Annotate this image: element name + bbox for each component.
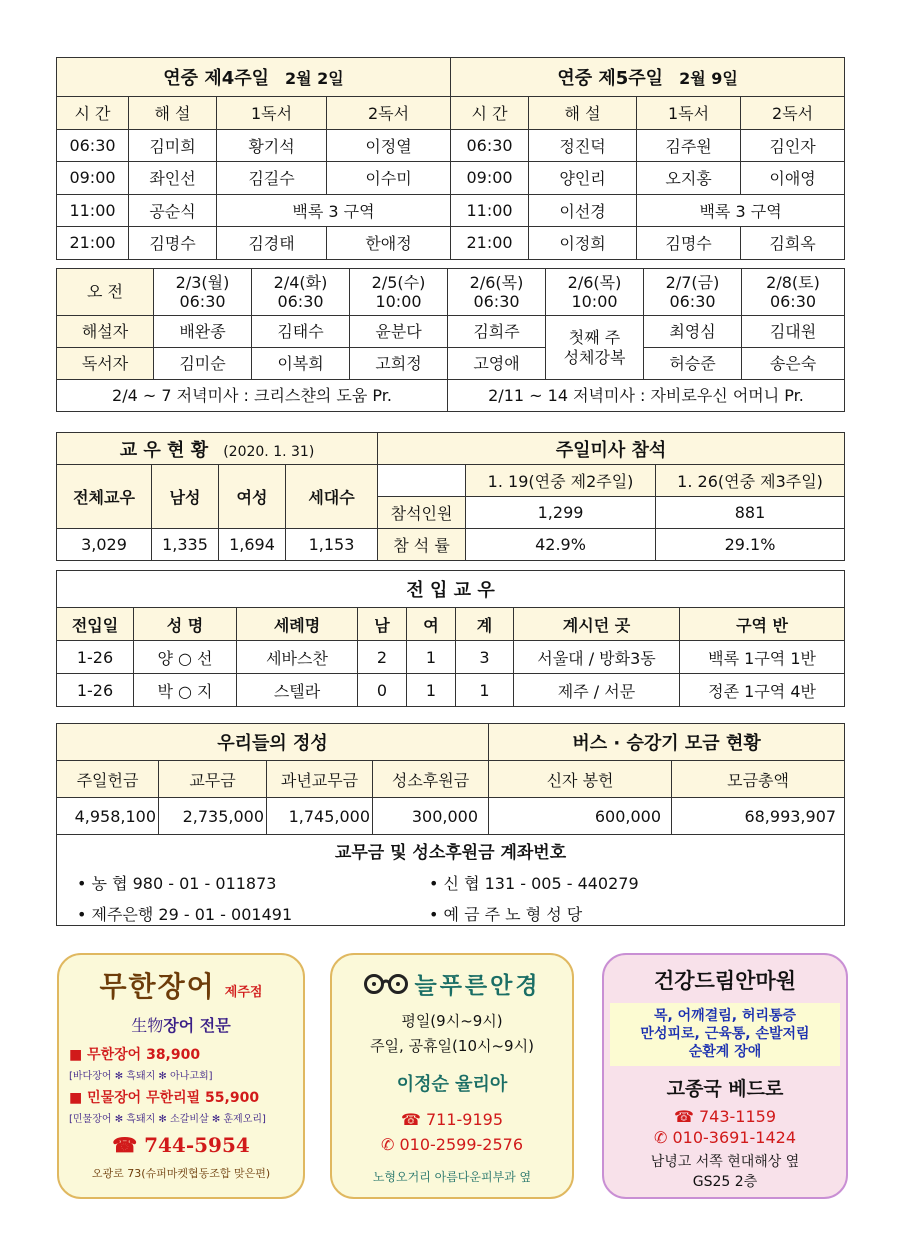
phone-number: ☎ 711-9195	[400, 1110, 504, 1129]
col-female: 여성	[219, 465, 286, 529]
cell: 2	[358, 641, 407, 674]
table-row	[57, 162, 845, 195]
cell: 3,029	[57, 529, 152, 561]
services: 목, 어깨결림, 허리통증 만성피로, 근육통, 손발저림 순환계 장애	[610, 1003, 840, 1066]
cell: 양 ○ 선	[134, 641, 237, 674]
menu-item: ■ 무한장어 38,900	[69, 1047, 201, 1063]
col-total: 계	[456, 608, 514, 641]
cell: 김대원	[742, 316, 845, 348]
cell: 송은숙	[742, 348, 845, 380]
cell: 백록 3 구역	[217, 194, 451, 227]
cell: 21:00	[57, 227, 129, 260]
cell: 김태수	[252, 316, 350, 348]
cell: 김경태	[217, 227, 327, 260]
cell: 09:00	[451, 162, 529, 195]
cell: 정존 1구역 4반	[680, 674, 845, 707]
table-row	[57, 348, 845, 380]
cell: 1	[456, 674, 514, 707]
newcomers-title: 전 입 교 우	[57, 571, 845, 608]
menu-item-detail: [바다장어 ✻ 흑돼지 ✻ 아나고회]	[69, 1071, 213, 1082]
table-row	[57, 194, 845, 227]
specialty: 生物장어 전문	[131, 1016, 231, 1035]
cell: 김명수	[129, 227, 217, 260]
col-reading2: 2독서	[741, 97, 845, 130]
offerings-title: 우리들의 정성	[57, 724, 489, 761]
col-reading1: 1독서	[217, 97, 327, 130]
cell: 김희옥	[741, 227, 845, 260]
cell: 이선경	[529, 194, 637, 227]
clinic-name: 건강드림안마원	[653, 969, 796, 993]
cell: 오지홍	[637, 162, 741, 195]
cell: 최영심	[644, 316, 742, 348]
cell: 1-26	[57, 674, 134, 707]
cell: 06:30	[57, 129, 129, 162]
account-line: • 농 협 980 - 01 - 011873	[77, 874, 277, 893]
col-jan26: 1. 26(연중 제3주일)	[656, 465, 845, 497]
cell: 배완종	[154, 316, 252, 348]
cell: 1	[407, 674, 456, 707]
cell: 1-26	[57, 641, 134, 674]
attendance-title: 주일미사 참석	[378, 433, 845, 465]
col-male: 남성	[152, 465, 219, 529]
week4-title: 연중 제4주일 2월 2일	[57, 58, 451, 97]
cell: 백록 3 구역	[637, 194, 845, 227]
col-sunday-offering: 주일헌금	[57, 761, 159, 798]
row-attendance-rate: 참 석 률	[378, 529, 466, 561]
col-reading2: 2독서	[327, 97, 451, 130]
table-row	[57, 129, 845, 162]
phone-number: ☎ 744-5954	[112, 1133, 250, 1157]
bank-accounts	[57, 835, 845, 926]
address: 오광로 73(슈퍼마켓협동조합 맞은편)	[91, 1167, 271, 1180]
col-donations: 신자 봉헌	[489, 761, 672, 798]
branch-label: 제주점	[224, 985, 263, 1000]
cell: 600,000	[489, 798, 672, 835]
ad-eel-restaurant	[57, 953, 305, 1199]
cell: 한애정	[327, 227, 451, 260]
cell: 06:30	[451, 129, 529, 162]
morning-label: 오 전	[57, 269, 154, 316]
cell: 1,153	[286, 529, 378, 561]
cell: 고영애	[448, 348, 546, 380]
col-male: 남	[358, 608, 407, 641]
cell: 1,745,000	[267, 798, 373, 835]
col-female: 여	[407, 608, 456, 641]
cell: 세바스찬	[237, 641, 358, 674]
benediction-cell: 첫째 주 성체강복	[546, 316, 644, 380]
col-vocation-support: 성소후원금	[373, 761, 489, 798]
cell: 김인자	[741, 129, 845, 162]
cell: 공순식	[129, 194, 217, 227]
cell: 김길수	[217, 162, 327, 195]
address: 노형오거리 아름다운피부과 옆	[372, 1170, 532, 1184]
table-row	[57, 227, 845, 260]
offerings-table	[56, 723, 845, 926]
address-floor: GS25 2층	[692, 1173, 758, 1190]
col-baptismal-name: 세례명	[237, 608, 358, 641]
bus-fund-title: 버스 · 승강기 모금 현황	[489, 724, 845, 761]
col-date: 전입일	[57, 608, 134, 641]
col-jan19: 1. 19(연중 제2주일)	[466, 465, 656, 497]
cell: 정진덕	[529, 129, 637, 162]
cell: 1,299	[466, 497, 656, 529]
table-row	[57, 316, 845, 348]
cell: 11:00	[451, 194, 529, 227]
mobile-number: ✆ 010-2599-2576	[380, 1135, 523, 1154]
day-header: 2/5(수) 10:00	[350, 269, 448, 316]
col-total: 전체교우	[57, 465, 152, 529]
phone-number: ☎ 743-1159	[673, 1106, 777, 1126]
account-line: • 예 금 주 노 형 성 당	[429, 905, 583, 924]
cell: 김명수	[637, 227, 741, 260]
table-row	[57, 641, 845, 674]
cell: 21:00	[451, 227, 529, 260]
col-time: 시 간	[57, 97, 129, 130]
menu-item: ■ 민물장어 무한리필 55,900	[69, 1090, 260, 1106]
cell: 42.9%	[466, 529, 656, 561]
row-attendees: 참석인원	[378, 497, 466, 529]
members-title: 교 우 현 황 (2020. 1. 31)	[57, 433, 378, 465]
row-label: 해설자	[57, 316, 154, 348]
day-header: 2/6(목) 10:00	[546, 269, 644, 316]
cell: 881	[656, 497, 845, 529]
cell: 좌인선	[129, 162, 217, 195]
owner-name: 고종국 베드로	[666, 1077, 784, 1100]
week5-title: 연중 제5주일 2월 9일	[451, 58, 845, 97]
accounts-title: 교무금 및 성소후원금 계좌번호	[334, 843, 567, 863]
cell: 김희주	[448, 316, 546, 348]
col-reading1: 1독서	[637, 97, 741, 130]
members-attendance	[56, 432, 845, 561]
cell: 허승준	[644, 348, 742, 380]
cell: 백록 1구역 1반	[680, 641, 845, 674]
cell: 0	[358, 674, 407, 707]
table-row	[57, 674, 845, 707]
owner-name: 이정순 율리아	[396, 1074, 508, 1095]
col-name: 성 명	[134, 608, 237, 641]
cell: 고희정	[350, 348, 448, 380]
cell: 09:00	[57, 162, 129, 195]
col-commentary: 해 설	[529, 97, 637, 130]
ad-optician	[330, 953, 574, 1199]
cell: 1,335	[152, 529, 219, 561]
cell: 68,993,907	[672, 798, 845, 835]
day-header: 2/8(토) 06:30	[742, 269, 845, 316]
hours-weekday: 평일(9시~9시)	[401, 1012, 503, 1030]
glasses-icon	[363, 973, 409, 995]
col-church-dues: 교무금	[159, 761, 267, 798]
address: 남녕고 서쪽 현대해상 옆	[650, 1153, 800, 1170]
cell: 이복희	[252, 348, 350, 380]
day-header: 2/6(목) 06:30	[448, 269, 546, 316]
cell: 박 ○ 지	[134, 674, 237, 707]
day-header: 2/7(금) 06:30	[644, 269, 742, 316]
cell: 김미순	[154, 348, 252, 380]
sunday-mass-schedule	[56, 57, 845, 260]
cell: 1	[407, 641, 456, 674]
ad-massage-clinic	[602, 953, 848, 1199]
col-commentary: 해 설	[129, 97, 217, 130]
shop-name: 늘푸른안경	[414, 973, 541, 999]
cell: 양인리	[529, 162, 637, 195]
account-line: • 제주은행 29 - 01 - 001491	[77, 905, 293, 924]
cell: 3	[456, 641, 514, 674]
cell: 4,958,100	[57, 798, 159, 835]
account-line: • 신 협 131 - 005 - 440279	[429, 874, 639, 893]
cell: 이정열	[327, 129, 451, 162]
cell: 제주 / 서문	[514, 674, 680, 707]
cell: 29.1%	[656, 529, 845, 561]
day-header: 2/3(월) 06:30	[154, 269, 252, 316]
cell: 300,000	[373, 798, 489, 835]
evening-mass-note: 2/11 ~ 14 저녁미사 : 자비로우신 어머니 Pr.	[448, 380, 845, 412]
cell: 스텔라	[237, 674, 358, 707]
cell: 이정희	[529, 227, 637, 260]
row-label: 독서자	[57, 348, 154, 380]
newcomers-table	[56, 570, 845, 707]
cell: 서울대 / 방화3동	[514, 641, 680, 674]
cell: 1,694	[219, 529, 286, 561]
mobile-number: ✆ 010-3691-1424	[653, 1127, 796, 1147]
cell: 2,735,000	[159, 798, 267, 835]
col-past-dues: 과년교무금	[267, 761, 373, 798]
cell: 김미희	[129, 129, 217, 162]
cell: 11:00	[57, 194, 129, 227]
weekday-mass-schedule	[56, 268, 845, 412]
cell: 황기석	[217, 129, 327, 162]
menu-item-detail: [민물장어 ✻ 흑돼지 ✻ 소갈비살 ✻ 훈제오리]	[69, 1114, 266, 1125]
cell: 이수미	[327, 162, 451, 195]
day-header: 2/4(화) 06:30	[252, 269, 350, 316]
evening-mass-note: 2/4 ~ 7 저녁미사 : 크리스챤의 도움 Pr.	[57, 380, 448, 412]
col-time: 시 간	[451, 97, 529, 130]
col-households: 세대수	[286, 465, 378, 529]
col-total-raised: 모금총액	[672, 761, 845, 798]
hours-holiday: 주일, 공휴일(10시~9시)	[370, 1037, 534, 1055]
cell: 김주원	[637, 129, 741, 162]
cell: 이애영	[741, 162, 845, 195]
restaurant-name: 무한장어	[99, 970, 216, 1003]
cell: 윤분다	[350, 316, 448, 348]
col-previous-place: 계시던 곳	[514, 608, 680, 641]
col-district: 구역 반	[680, 608, 845, 641]
